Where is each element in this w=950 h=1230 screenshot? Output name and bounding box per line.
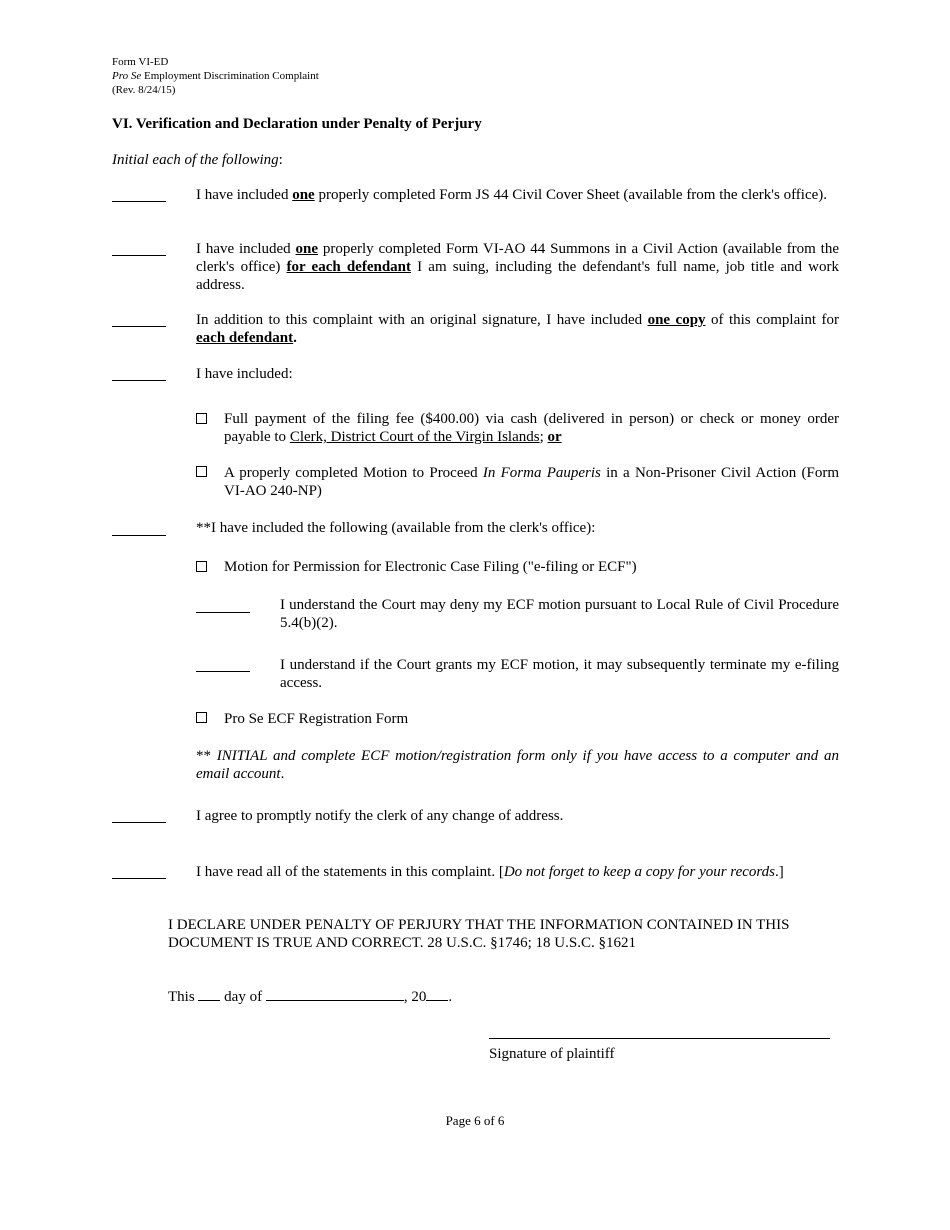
form-subtitle-italic: Pro Se <box>112 70 142 82</box>
form-revision: (Rev. 8/24/15) <box>112 84 176 96</box>
item-address: I agree to promptly notify the clerk of any change of address. <box>196 808 564 824</box>
instruction-text: Initial each of the following <box>112 152 279 168</box>
signature-line[interactable] <box>489 1038 830 1039</box>
instruction-colon: : <box>278 152 283 168</box>
initial-blank-read[interactable] <box>112 878 166 879</box>
ecf-note: ** INITIAL and complete ECF motion/registration form only if you have access to a computer and an email account. <box>196 748 839 782</box>
checkbox-ecf-motion[interactable] <box>196 561 207 572</box>
year-blank[interactable] <box>426 988 448 1001</box>
form-subtitle <box>112 69 319 83</box>
initial-blank-ecf[interactable] <box>112 535 166 536</box>
initial-blank-fee-or-ifp[interactable] <box>112 380 166 381</box>
instruction <box>112 151 283 169</box>
item-following: **I have included the following (available from the clerk's office): <box>196 520 596 536</box>
checkbox-fee[interactable] <box>196 413 207 424</box>
declaration: I DECLARE UNDER PENALTY OF PERJURY THAT THE INFORMATION CONTAINED IN THIS DOCUMENT IS TRUE AND CORRECT. 28 U.S.C. §1746; 18 U.S.C. §1621 <box>168 917 790 951</box>
item-ecf-terminate: I understand if the Court grants my ECF motion, it may subsequently terminate my e-filing access. <box>280 657 839 691</box>
month-blank[interactable] <box>266 988 404 1001</box>
checkbox-ifp[interactable] <box>196 466 207 477</box>
form-id: Form VI-ED <box>112 56 169 68</box>
initial-blank-cover-sheet[interactable] <box>112 201 166 202</box>
form-subtitle-rest: Employment Discrimination Complaint <box>141 70 319 82</box>
item-copies: In addition to this complaint with an original signature, I have included one copy of this complaint for each defendant. <box>196 312 839 346</box>
initial-blank-summons[interactable] <box>112 255 166 256</box>
item-ecf-deny: I understand the Court may deny my ECF motion pursuant to Local Rule of Civil Procedure 5.4(b)(2). <box>280 597 839 631</box>
checkbox-ecf-registration[interactable] <box>196 712 207 723</box>
initial-blank-ecf-deny[interactable] <box>196 612 250 613</box>
section-title: VI. Verification and Declaration under Penalty of Perjury <box>112 116 482 132</box>
initial-blank-ecf-terminate[interactable] <box>196 671 250 672</box>
signature-label: Signature of plaintiff <box>489 1046 615 1062</box>
item-summons: I have included one properly completed Form VI-AO 44 Summons in a Civil Action (available from the clerk's office) for each defendant I am suing, including the defendant's full name, job title and work address. <box>196 241 840 293</box>
item-ifp: A properly completed Motion to Proceed In Forma Pauperis in a Non-Prisoner Civil Action (Form VI-AO 240-NP) <box>224 465 839 499</box>
item-fee: Full payment of the filing fee ($400.00) via cash (delivered in person) or check or money order payable to Clerk, District Court of the Virgin Islands; or <box>224 411 839 445</box>
day-blank[interactable] <box>198 988 220 1001</box>
initial-blank-copies[interactable] <box>112 326 166 327</box>
page-number: Page 6 of 6 <box>445 1113 505 1128</box>
initial-blank-address[interactable] <box>112 822 166 823</box>
item-cover-sheet: I have included one properly completed Form JS 44 Civil Cover Sheet (available from the clerk's office). <box>196 187 828 203</box>
item-read: I have read all of the statements in this complaint. [Do not forget to keep a copy for your records.] <box>196 864 784 880</box>
item-ecf-registration: Pro Se ECF Registration Form <box>224 711 409 727</box>
item-included: I have included: <box>196 366 293 382</box>
date-line: This day of , 20 . <box>168 989 453 1005</box>
item-ecf-motion: Motion for Permission for Electronic Case Filing ("e-filing or ECF") <box>224 559 637 575</box>
